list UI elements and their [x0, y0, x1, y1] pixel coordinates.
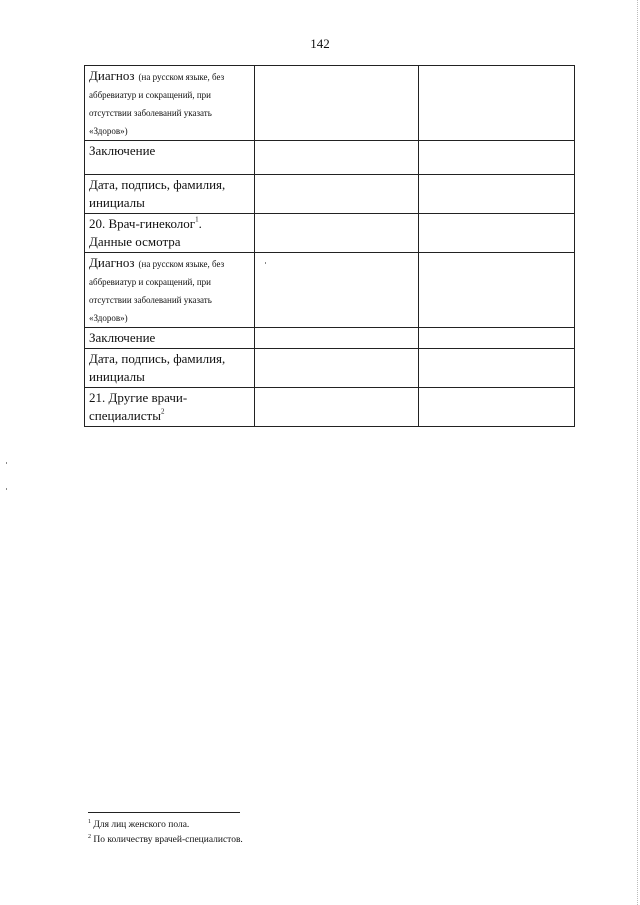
value-cell[interactable] — [255, 349, 419, 388]
footnotes — [88, 816, 243, 846]
table-row — [85, 349, 575, 388]
footnote-ref: 2 — [160, 407, 165, 416]
table-row — [85, 175, 575, 214]
value-cell[interactable] — [419, 388, 575, 427]
value-cell[interactable] — [255, 328, 419, 349]
value-cell[interactable] — [419, 253, 575, 328]
row-label: Заключение — [89, 330, 156, 345]
row-sublabel: Данные осмотра — [89, 234, 181, 249]
value-cell[interactable] — [255, 214, 419, 253]
value-cell[interactable] — [419, 141, 575, 175]
table-row — [85, 253, 575, 328]
value-cell[interactable] — [419, 349, 575, 388]
scan-speck — [6, 462, 7, 464]
page-number: 142 — [310, 36, 330, 51]
table-row — [85, 388, 575, 427]
value-cell[interactable] — [419, 66, 575, 141]
scan-speck — [265, 262, 266, 264]
row-label: 21. Другие врачи-специалисты — [89, 390, 188, 423]
row-note: (на русском языке, без аббревиатур и сокращений, при отсутствии заболеваний указать «Здоров») — [89, 72, 225, 136]
footnote: $^1$ Для лиц женского пола. — [88, 819, 190, 831]
row-label: Диагноз — [89, 255, 135, 270]
value-cell[interactable] — [419, 328, 575, 349]
table-row — [85, 328, 575, 349]
footnote-divider — [88, 812, 240, 813]
diagnosis-label-cell — [85, 66, 255, 141]
row-label: Дата, подпись, фамилия, инициалы — [89, 351, 226, 384]
row-label: Диагноз — [89, 68, 135, 83]
value-cell[interactable] — [255, 66, 419, 141]
value-cell[interactable] — [419, 175, 575, 214]
footnote: $^2$ По количеству врачей-специалистов. — [88, 834, 243, 846]
footnote-ref: 1 — [195, 215, 199, 224]
row-label: 20. Врач-гинеколог — [89, 216, 196, 231]
row-label: Заключение — [89, 143, 156, 158]
row-note: (на русском языке, без аббревиатур и сокращений, при отсутствии заболеваний указать «Здоров») — [89, 259, 225, 323]
scan-edge — [636, 0, 638, 905]
value-cell[interactable] — [255, 253, 419, 328]
table-row: 20. Врач-гинеколог$^1$. Данные осмотра — [85, 214, 575, 253]
table-row — [85, 141, 575, 175]
scan-speck — [6, 488, 7, 490]
value-cell[interactable] — [255, 388, 419, 427]
value-cell[interactable] — [255, 141, 419, 175]
medical-exam-table — [84, 65, 575, 427]
value-cell[interactable] — [419, 214, 575, 253]
value-cell[interactable] — [255, 175, 419, 214]
row-label: Дата, подпись, фамилия, инициалы — [89, 177, 226, 210]
table-row — [85, 66, 575, 141]
